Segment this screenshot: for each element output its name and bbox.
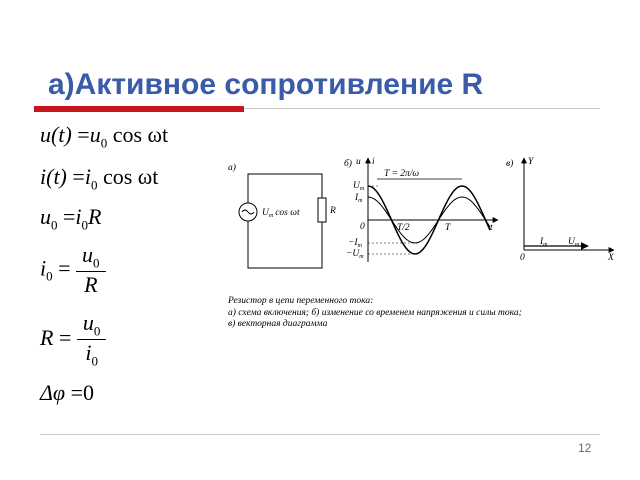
formula-current-lhs: i(t): [40, 164, 67, 189]
formula-voltage-lhs: u(t): [40, 122, 72, 147]
caption-title: Резистор в цепи переменного тока: [228, 296, 371, 306]
fraction-den: R: [84, 272, 98, 298]
formula-voltage: [40, 122, 168, 151]
t-label: T: [445, 223, 451, 233]
y-axis-label: Y: [528, 157, 534, 167]
formula-phase-lhs: Δφ: [40, 380, 66, 405]
panel-a-label: а): [228, 163, 236, 173]
neg-um-label: $-U_m$: [346, 249, 364, 260]
resistor-ac-figure: [222, 150, 640, 338]
x-axis-label: X: [608, 253, 614, 263]
caption-line-1: а) схема включения; б) изменение со временем напряжения и силы тока;: [228, 307, 522, 318]
period-label: T = 2π/ω: [384, 169, 420, 179]
formula-ohm-rhs-sub: 0: [81, 217, 89, 233]
equals-sign: =: [58, 255, 71, 281]
formula-voltage-sub: 0: [100, 135, 108, 151]
fraction-den-var: i: [85, 340, 92, 366]
vector-um-label: $U_m$: [568, 237, 580, 248]
fraction-num-sub: 0: [93, 255, 100, 271]
formula-voltage-cos: cos ωt: [112, 122, 169, 147]
panel-b-label: б): [344, 159, 352, 169]
formula-ohm-r: R: [88, 204, 102, 229]
equals-sign: =: [58, 324, 72, 350]
time-axis-label: t: [490, 223, 493, 233]
resistor-label: R: [330, 206, 336, 216]
page-number: 12: [578, 441, 592, 455]
fraction-num-sub: 0: [93, 323, 101, 339]
caption-line-2: в) векторная диаграмма: [228, 319, 328, 329]
slide-title: а)Активное сопротивление R: [48, 68, 484, 101]
panel-c-label: в): [506, 159, 514, 169]
equals-sign: =: [77, 122, 90, 147]
im-label: $I_m$: [355, 193, 363, 204]
fraction: [77, 310, 107, 370]
fraction-num-var: u: [82, 310, 94, 335]
origin-label: 0: [360, 222, 365, 232]
formula-current-var: i: [84, 164, 91, 189]
formula-current-cos: cos ωt: [102, 164, 159, 189]
formula-ohm-rhs-var: i: [75, 204, 82, 229]
fraction-den-sub: 0: [91, 353, 98, 369]
footer-divider: [40, 434, 600, 435]
resistor-symbol: [318, 198, 326, 222]
title-divider: [244, 108, 600, 109]
formula-amp-lhs-var: i: [40, 255, 47, 281]
equals-sign: =: [72, 164, 85, 189]
formula-current-sub: 0: [90, 177, 98, 193]
source-label: $U_m$ cos ωt: [262, 208, 300, 219]
vector-origin-label: 0: [520, 253, 525, 263]
formula-phase-shift: [40, 380, 94, 406]
formula-resistance: [40, 310, 106, 370]
um-label: $U_m$: [353, 181, 365, 192]
title-accent-rule: [34, 106, 244, 112]
formula-amp-lhs-sub: 0: [46, 268, 53, 284]
neg-im-label: $-I_m$: [348, 238, 362, 249]
formula-current: [40, 164, 158, 193]
formula-res-lhs: R: [40, 324, 54, 350]
formula-ohm: [40, 204, 102, 233]
formula-ohm-lhs-sub: 0: [51, 217, 58, 233]
equals-sign: =: [63, 204, 76, 229]
axis-u-label: u: [356, 157, 361, 167]
equals-sign: =: [70, 380, 84, 405]
fraction: [76, 242, 106, 298]
formula-voltage-var: u: [89, 122, 101, 147]
vector-im-label: $I_m$: [540, 237, 548, 248]
formula-current-amplitude: [40, 242, 106, 298]
formula-ohm-lhs-var: u: [40, 204, 51, 229]
circuit-wire: [248, 174, 322, 268]
figure-caption: Резистор в цепи переменного тока: а) схема включения; б) изменение со временем напряжения и силы тока; в) векторная диаграмма: [228, 296, 522, 329]
formula-phase-rhs: 0: [83, 380, 95, 405]
half-period-label: T/2: [397, 223, 410, 233]
fraction-num-var: u: [82, 242, 94, 267]
axis-i-label: i: [372, 157, 375, 167]
